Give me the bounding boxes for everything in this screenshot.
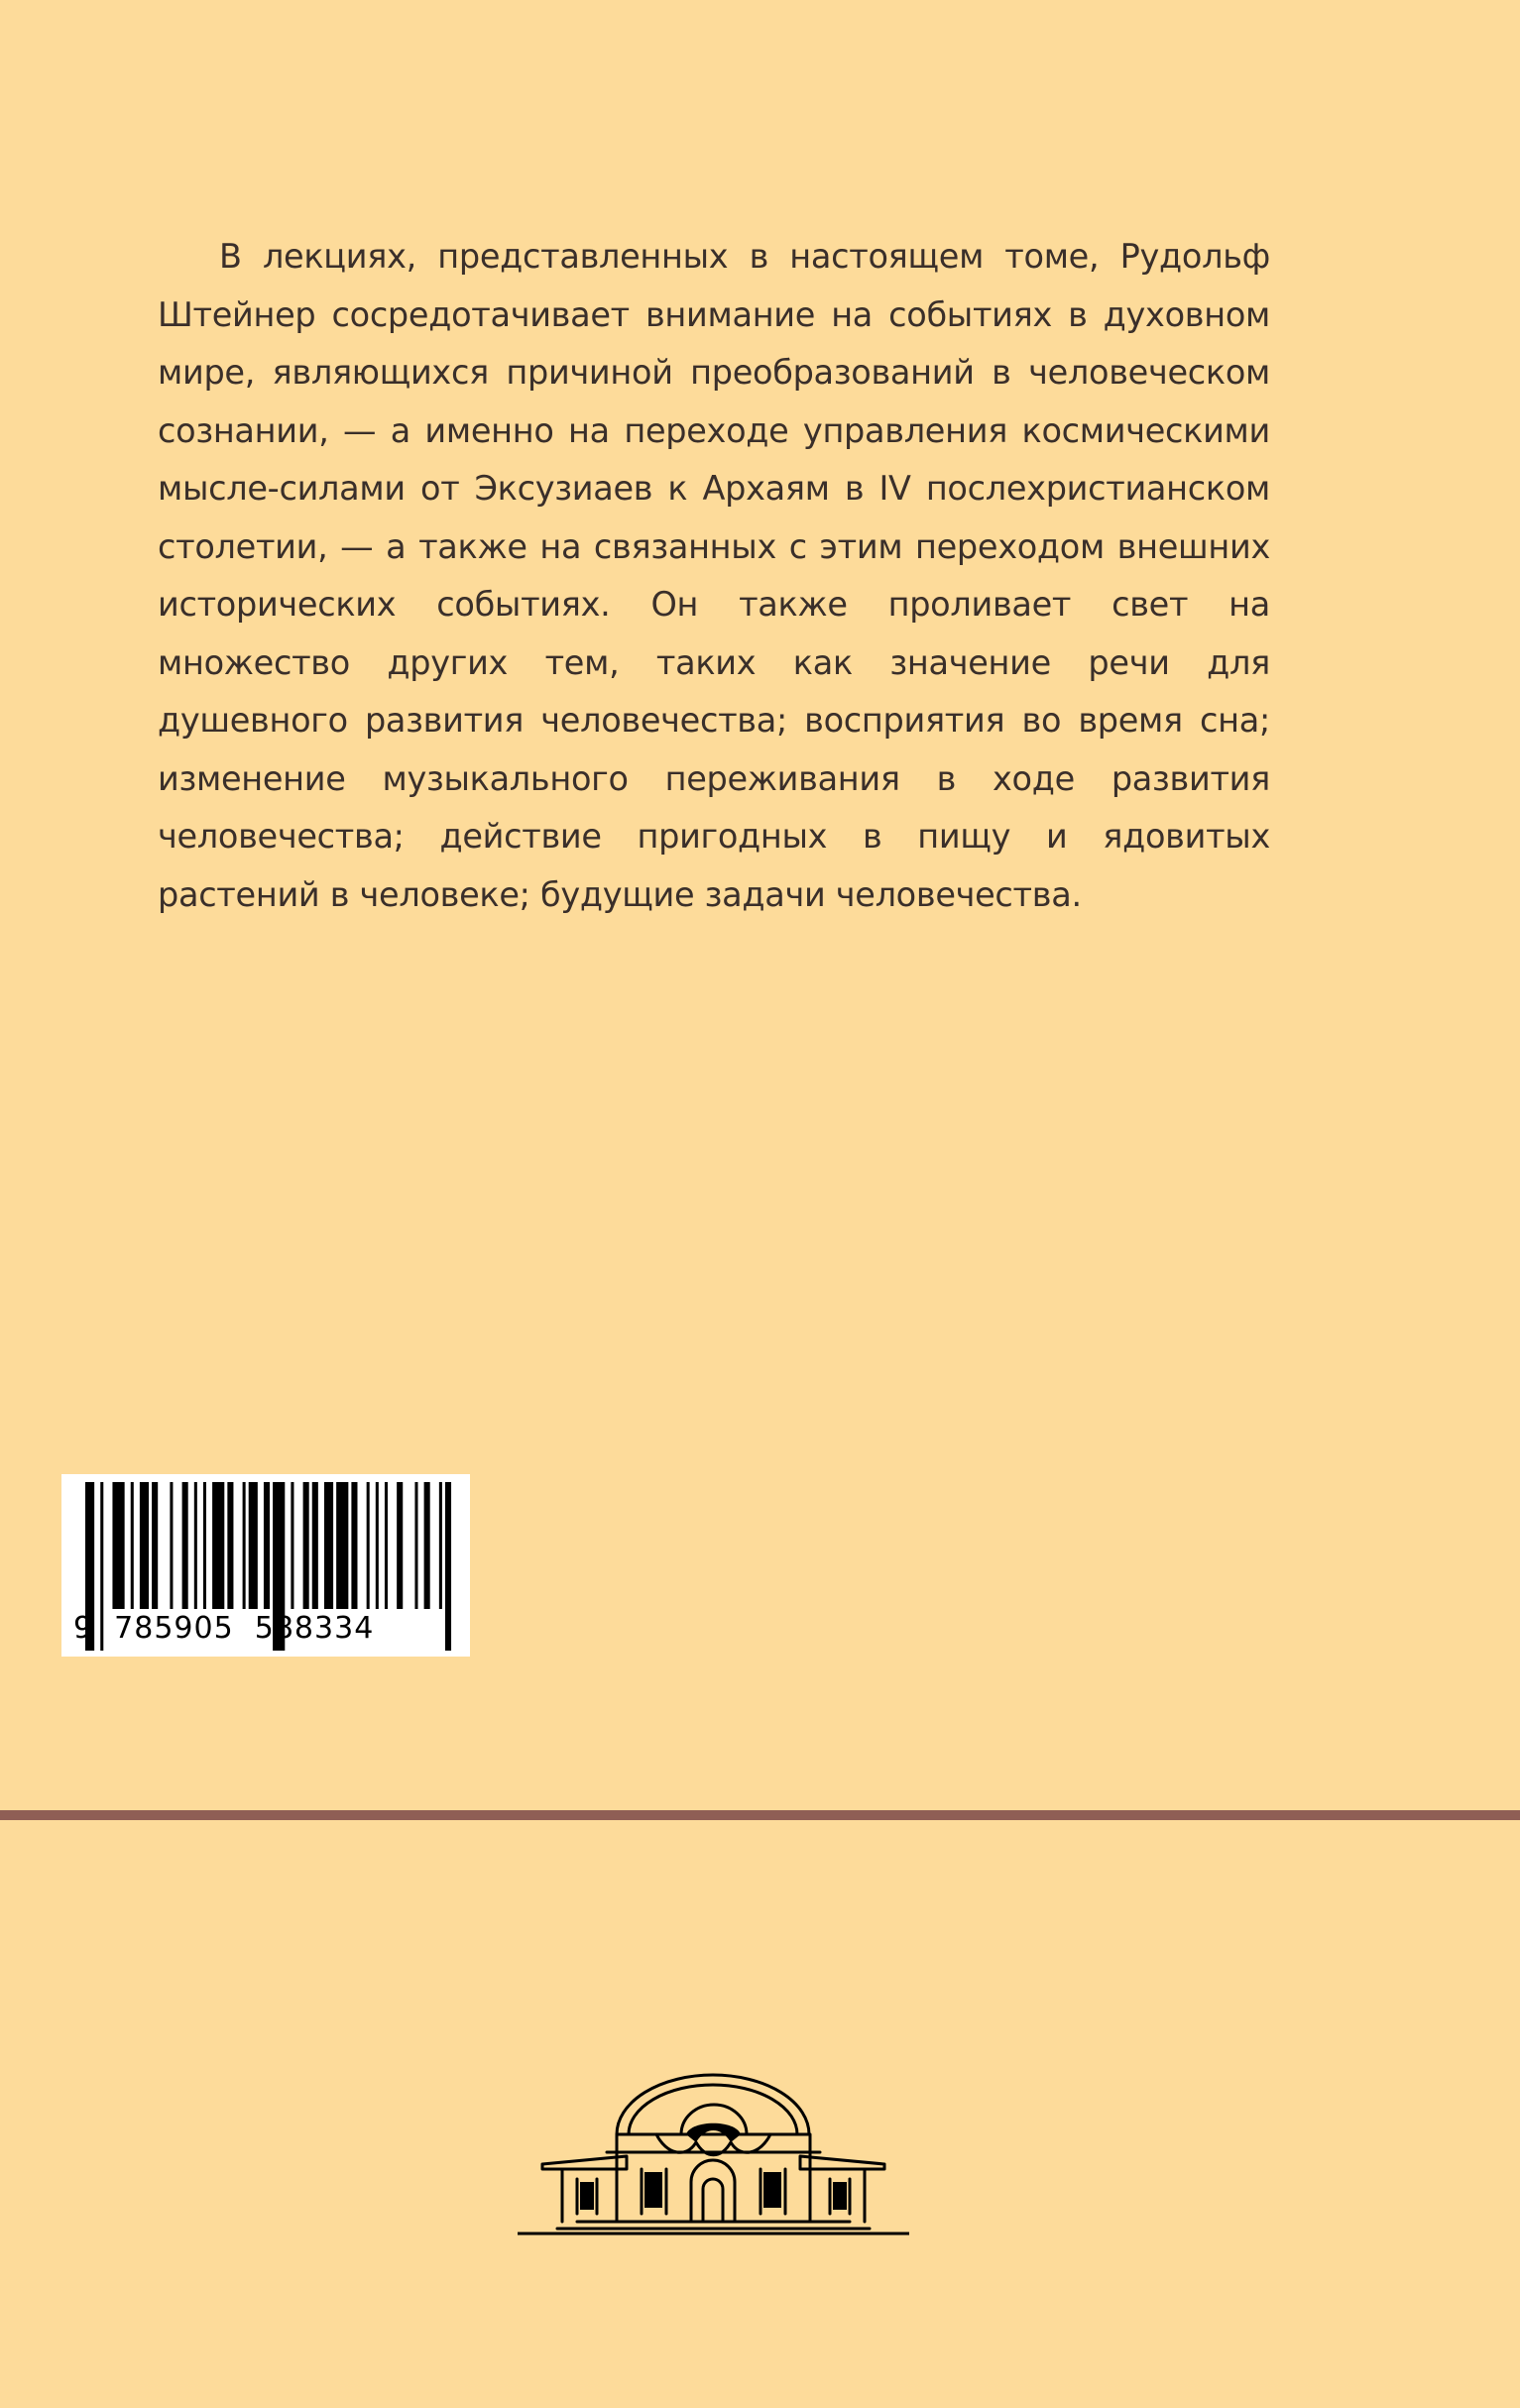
- divider-line: [0, 1810, 1520, 1820]
- domed-building-icon: [518, 2065, 909, 2243]
- cover-blurb: В лекциях, представленных в настоящем томе, Рудольф Штейнер сосредотачивает внимание на событиях в духовном мире, являющихся причиной преобразований в человеческом сознании, — а именно на переходе управления космическими мысле-силами от Эксузиаев к Архаям в IV послехристианском столетии, — а также на связанных с этим переходом внешних исторических событиях. Он также проливает свет на множество других тем, таких как значение речи для душевного развития человечества; восприятия во время сна; изменение музыкального переживания в ходе развития человечества; действие пригодных в пищу и ядовитых растений в человеке; будущие задачи человечества.: [158, 237, 1270, 914]
- isbn-number: 9 785905 588334: [73, 1611, 375, 1646]
- isbn-barcode: [61, 1474, 470, 1657]
